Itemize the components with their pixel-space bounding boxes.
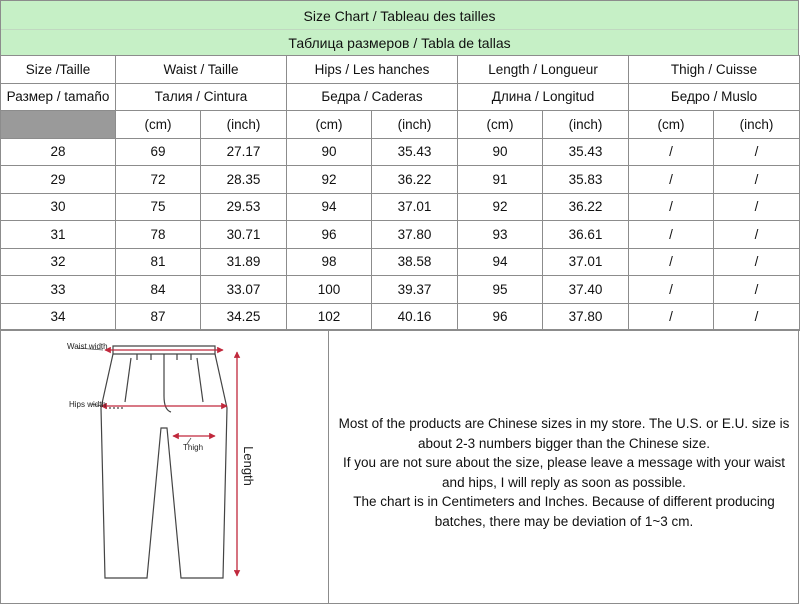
cell-length-cm: 93 bbox=[458, 221, 543, 249]
cell-size: 29 bbox=[1, 166, 116, 194]
note-paragraph: If you are not sure about the size, please leave a message with your waist and hips, I will reply as soon as possible. bbox=[343, 455, 785, 490]
cell-waist-cm: 72 bbox=[116, 166, 201, 194]
cell-size: 30 bbox=[1, 193, 116, 221]
cell-waist-in: 34.25 bbox=[201, 303, 287, 331]
cell-thigh-in: / bbox=[714, 303, 800, 331]
col-length-label-ru: Длина / Longitud bbox=[458, 83, 629, 111]
cell-hips-in: 39.37 bbox=[372, 276, 458, 304]
cell-size: 34 bbox=[1, 303, 116, 331]
cell-thigh-cm: / bbox=[629, 193, 714, 221]
cell-hips-cm: 92 bbox=[287, 166, 372, 194]
waist-width-label: Waist width bbox=[67, 342, 108, 351]
cell-length-in: 36.22 bbox=[543, 193, 629, 221]
col-thigh-label: Thigh / Cuisse bbox=[629, 56, 800, 84]
cell-length-in: 37.01 bbox=[543, 248, 629, 276]
table-row bbox=[1, 166, 800, 194]
chart-title-translations: Таблица размеров / Tabla de tallas bbox=[288, 35, 511, 51]
unit-cm: (cm) bbox=[629, 111, 714, 139]
cell-hips-cm: 102 bbox=[287, 303, 372, 331]
cell-length-cm: 95 bbox=[458, 276, 543, 304]
title-divider bbox=[1, 29, 798, 30]
thigh-label: Thigh bbox=[183, 443, 204, 452]
col-size-label-ru: Размер / tamaño bbox=[1, 83, 116, 111]
unit-inch: (inch) bbox=[201, 111, 287, 139]
cell-waist-cm: 69 bbox=[116, 138, 201, 166]
unit-cm: (cm) bbox=[116, 111, 201, 139]
cell-thigh-in: / bbox=[714, 193, 800, 221]
unit-inch: (inch) bbox=[543, 111, 629, 139]
table-row bbox=[1, 138, 800, 166]
cell-thigh-in: / bbox=[714, 276, 800, 304]
size-note bbox=[331, 414, 797, 531]
cell-length-cm: 91 bbox=[458, 166, 543, 194]
cell-size: 33 bbox=[1, 276, 116, 304]
cell-thigh-in: / bbox=[714, 138, 800, 166]
col-waist-label: Waist / Taille bbox=[116, 56, 287, 84]
cell-length-in: 37.40 bbox=[543, 276, 629, 304]
cell-thigh-in: / bbox=[714, 221, 800, 249]
cell-length-cm: 94 bbox=[458, 248, 543, 276]
cell-hips-in: 38.58 bbox=[372, 248, 458, 276]
cell-thigh-cm: / bbox=[629, 248, 714, 276]
col-hips-label: Hips / Les hanches bbox=[287, 56, 458, 84]
col-hips-label-ru: Бедра / Caderas bbox=[287, 83, 458, 111]
hips-width-label: Hips width bbox=[69, 400, 106, 409]
cell-size: 31 bbox=[1, 221, 116, 249]
cell-waist-in: 27.17 bbox=[201, 138, 287, 166]
cell-waist-in: 28.35 bbox=[201, 166, 287, 194]
cell-hips-cm: 90 bbox=[287, 138, 372, 166]
cell-waist-in: 33.07 bbox=[201, 276, 287, 304]
cell-thigh-in: / bbox=[714, 248, 800, 276]
info-section bbox=[0, 329, 799, 604]
col-thigh-label-ru: Бедро / Muslo bbox=[629, 83, 800, 111]
cell-thigh-cm: / bbox=[629, 303, 714, 331]
cell-hips-cm: 94 bbox=[287, 193, 372, 221]
cell-thigh-cm: / bbox=[629, 221, 714, 249]
table-row bbox=[1, 303, 800, 331]
cell-thigh-cm: / bbox=[629, 138, 714, 166]
cell-length-cm: 92 bbox=[458, 193, 543, 221]
cell-hips-in: 37.01 bbox=[372, 193, 458, 221]
cell-waist-cm: 78 bbox=[116, 221, 201, 249]
table-row bbox=[1, 221, 800, 249]
table-row bbox=[1, 276, 800, 304]
table-row bbox=[1, 248, 800, 276]
col-waist-label-ru: Талия / Cintura bbox=[116, 83, 287, 111]
unit-cm: (cm) bbox=[458, 111, 543, 139]
size-table bbox=[0, 55, 800, 331]
cell-hips-in: 37.80 bbox=[372, 221, 458, 249]
unit-row-blank-cell bbox=[1, 111, 116, 139]
cell-thigh-in: / bbox=[714, 166, 800, 194]
cell-waist-in: 31.89 bbox=[201, 248, 287, 276]
col-length-label: Length / Longueur bbox=[458, 56, 629, 84]
cell-length-in: 36.61 bbox=[543, 221, 629, 249]
unit-cm: (cm) bbox=[287, 111, 372, 139]
cell-hips-cm: 96 bbox=[287, 221, 372, 249]
cell-waist-cm: 87 bbox=[116, 303, 201, 331]
note-paragraph: Most of the products are Chinese sizes in my store. The U.S. or E.U. size is about 2-3 numbers bigger than the Chinese size. bbox=[338, 416, 790, 451]
cell-thigh-cm: / bbox=[629, 276, 714, 304]
cell-hips-cm: 98 bbox=[287, 248, 372, 276]
cell-thigh-cm: / bbox=[629, 166, 714, 194]
title-band bbox=[0, 0, 799, 56]
cell-waist-in: 29.53 bbox=[201, 193, 287, 221]
cell-length-in: 37.80 bbox=[543, 303, 629, 331]
unit-inch: (inch) bbox=[372, 111, 458, 139]
cell-hips-in: 36.22 bbox=[372, 166, 458, 194]
cell-length-cm: 90 bbox=[458, 138, 543, 166]
cell-size: 28 bbox=[1, 138, 116, 166]
cell-waist-in: 30.71 bbox=[201, 221, 287, 249]
length-label: Length bbox=[241, 446, 256, 486]
cell-waist-cm: 84 bbox=[116, 276, 201, 304]
table-row bbox=[1, 193, 800, 221]
cell-size: 32 bbox=[1, 248, 116, 276]
cell-length-in: 35.83 bbox=[543, 166, 629, 194]
cell-hips-in: 40.16 bbox=[372, 303, 458, 331]
chart-title: Size Chart / Tableau des tailles bbox=[303, 8, 496, 24]
cell-length-cm: 96 bbox=[458, 303, 543, 331]
header-row-ru bbox=[1, 83, 800, 111]
cell-hips-cm: 100 bbox=[287, 276, 372, 304]
unit-inch: (inch) bbox=[714, 111, 800, 139]
cell-waist-cm: 81 bbox=[116, 248, 201, 276]
unit-row bbox=[1, 111, 800, 139]
pants-diagram-icon bbox=[1, 330, 328, 603]
header-row-en bbox=[1, 56, 800, 84]
note-paragraph: The chart is in Centimeters and Inches. Because of different producing batches, there may be deviation of 1~3 cm. bbox=[353, 494, 775, 529]
section-divider bbox=[328, 330, 329, 603]
cell-waist-cm: 75 bbox=[116, 193, 201, 221]
cell-length-in: 35.43 bbox=[543, 138, 629, 166]
col-size-label: Size /Taille bbox=[1, 56, 116, 84]
cell-hips-in: 35.43 bbox=[372, 138, 458, 166]
